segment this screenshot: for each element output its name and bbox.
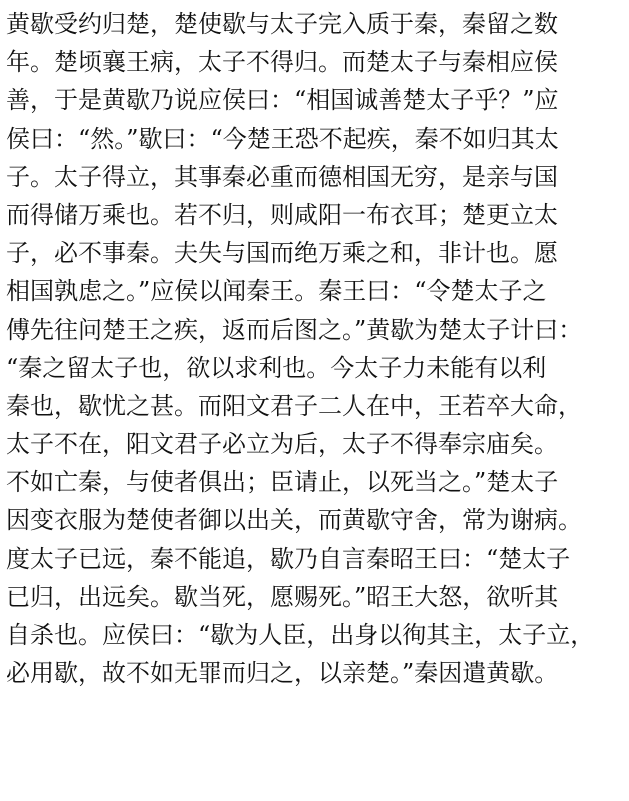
text-line: 相国孰虑之。”应侯以闻秦王。秦王曰：“令楚太子之	[6, 277, 547, 306]
text-line: 因变衣服为楚使者御以出关，而黄歇守舍，常为谢病。	[6, 506, 582, 535]
text-line: 不如亡秦，与使者俱出；臣请止，以死当之。”楚太子	[6, 468, 559, 497]
passage-text	[6, 5, 626, 692]
text-line: 而得储万乘也。若不归，则咸阳一布衣耳；楚更立太	[6, 200, 558, 229]
text-line: 秦也，歇忧之甚。而阳文君子二人在中，王若卒大命，	[6, 391, 582, 420]
text-line: 年。楚顷襄王病，太子不得归。而楚太子与秦相应侯	[6, 48, 558, 77]
text-line: 必用歇，故不如无罪而归之，以亲楚。”秦因遣黄歇。	[6, 659, 559, 688]
text-line: 太子不在，阳文君子必立为后，太子不得奉宗庙矣。	[6, 430, 558, 459]
text-line: 善，于是黄歇乃说应侯曰：“相国诚善楚太子乎？”应	[6, 86, 559, 115]
text-line: 傅先往问楚王之疾，返而后图之。”黄歇为楚太子计曰：	[6, 315, 583, 344]
text-line: 子。太子得立，其事秦必重而德相国无穷，是亲与国	[6, 162, 558, 191]
text-line: 黄歇受约归楚，楚使歇与太子完入质于秦，秦留之数	[6, 10, 558, 38]
text-line: 自杀也。应侯曰：“歇为人臣，出身以徇其主，太子立，	[6, 621, 595, 649]
text-line: 子，必不事秦。夫失与国而绝万乘之和，非计也。愿	[6, 239, 558, 268]
text-line: 度太子已远，秦不能追，歇乃自言秦昭王曰：“楚太子	[6, 544, 571, 573]
text-line: “秦之留太子也，欲以求利也。今太子力未能有以利	[6, 353, 547, 382]
text-line: 侯曰：“然。”歇曰：“今楚王恐不起疾，秦不如归其太	[6, 124, 559, 153]
text-line: 已归，出远矣。歇当死，愿赐死。”昭王大怒，欲听其	[6, 582, 559, 611]
